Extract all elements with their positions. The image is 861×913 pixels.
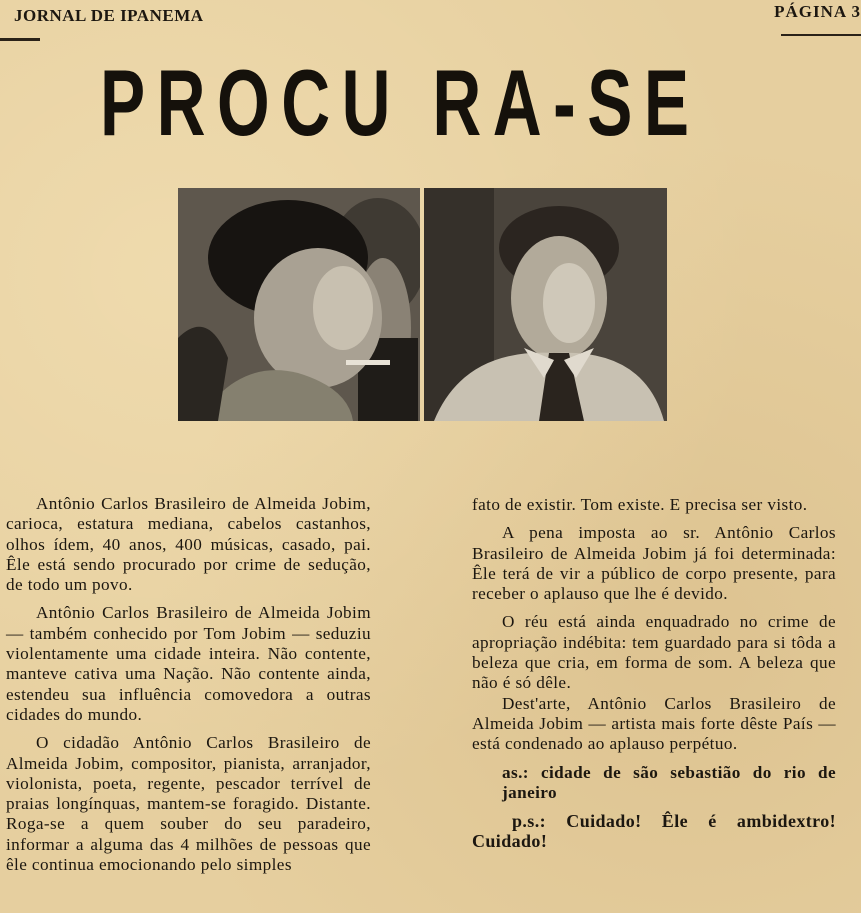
article-paragraph: Antônio Carlos Brasileiro de Almeida Jobim — também conhecido por Tom Jobim — seduziu violentamente uma cidade inteira. Não contente, manteve cativa uma Nação. Não contente ainda, estendeu sua influência comovedora a outras cidades do mundo. [6,603,371,724]
article-right-column [472,495,836,852]
headline: PROCU RA-SE [100,50,701,155]
masthead-rule-right [781,34,861,36]
article-postscript: p.s.: Cuidado! Êle é ambidextro! Cuidado! [472,811,836,852]
photo-tom-jobim-tie [424,188,667,421]
article-paragraph: fato de existir. Tom existe. E precisa ser visto. [472,495,808,514]
photo-tom-jobim-smoking [178,188,420,421]
article-paragraph: A pena imposta ao sr. Antônio Carlos Brasileiro de Almeida Jobim já foi determinada: Êle terá de vir a público de corpo presente, para receber o aplauso que lhe é devido. [472,523,836,604]
masthead-page-label: PÁGINA 3 [774,2,861,21]
masthead-rule-left [0,38,40,41]
article-left-column [6,494,371,875]
article-paragraph: O cidadão Antônio Carlos Brasileiro de Almeida Jobim, compositor, pianista, arranjador, violonista, poeta, regente, pescador terrível de praias longínquas, mantem-se foragido. Distante. Roga-se a quem souber do seu paradeiro, informar a alguma das 4 milhões de pessoas que êle continua emocionando pelo simples [6,733,371,875]
article-signature: as.: cidade de são sebastião do rio de janeiro [502,762,836,802]
article-paragraph: O réu está ainda enquadrado no crime de apropriação indébita: tem guardado para si tôda a beleza que cria, em forma de som. A beleza que não é só dêle. [472,612,836,693]
article-paragraph: Dest'arte, Antônio Carlos Brasileiro de Almeida Jobim — artista mais forte dêste País — está condenado ao aplauso perpétuo. [472,693,836,754]
masthead-newspaper-name: JORNAL DE IPANEMA [14,6,204,25]
article-paragraph: Antônio Carlos Brasileiro de Almeida Jobim, carioca, estatura mediana, cabelos castanhos, olhos ídem, 40 anos, 400 músicas, casado, pai. Êle está sendo procurado por crime de sedução, de todo um povo. [6,494,371,595]
